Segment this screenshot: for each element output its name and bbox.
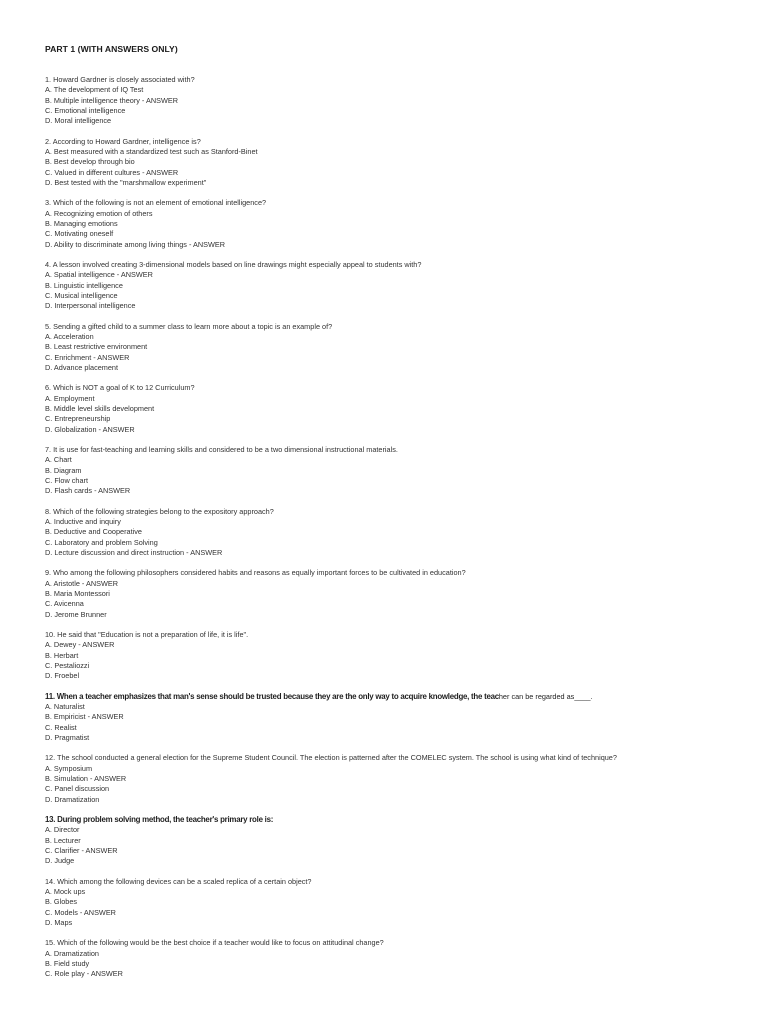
answer-option: A. Symposium (45, 763, 93, 773)
question-14 (45, 877, 745, 928)
answer-option: D. Lecture discussion and direct instruction - ANSWER (45, 547, 223, 557)
question-text: 3. Which of the following is not an element of emotional intelligence? (45, 198, 267, 208)
answer-option: B. Middle level skills development (45, 403, 155, 413)
answer-option: A. Naturalist (45, 702, 85, 712)
question-text: 8. Which of the following strategies belong to the expository approach? (45, 506, 274, 516)
answer-option: C. Avicenna (45, 599, 84, 609)
page-title: PART 1 (WITH ANSWERS ONLY) (45, 44, 178, 54)
answer-option: A. Spatial intelligence - ANSWER (45, 270, 153, 280)
answer-option: D. Jerome Brunner (45, 609, 107, 619)
answer-option: C. Flow chart (45, 475, 88, 485)
answer-option: C. Entrepreneurship (45, 414, 111, 424)
answer-option: B. Field study (45, 959, 90, 968)
answer-option: A. Best measured with a standardized test such as Stanford-Binet (45, 146, 258, 156)
question-11 (45, 692, 745, 743)
question-2 (45, 137, 745, 188)
answer-option: B. Managing emotions (45, 218, 118, 228)
answer-option: B. Empiricist - ANSWER (45, 712, 124, 722)
question-1 (45, 75, 745, 126)
question-text: 4. A lesson involved creating 3-dimensional models based on line drawings might especially appeal to students with? (45, 260, 422, 270)
question-text: 9. Who among the following philosophers considered habits and reasons as equally important forces to be cultivated in education? (45, 568, 466, 578)
question-15 (45, 938, 745, 979)
question-8 (45, 507, 745, 558)
answer-option: A. Aristotle - ANSWER (45, 578, 118, 588)
answer-option: C. Panel discussion (45, 784, 110, 794)
answer-option: A. Recognizing emotion of others (45, 208, 153, 218)
question-text: 13. During problem solving method, the teacher's primary role is: (45, 815, 274, 825)
question-text: 6. Which is NOT a goal of K to 12 Curriculum? (45, 383, 195, 393)
answer-option: D. Pragmatist (45, 732, 90, 742)
answer-option: D. Globalization - ANSWER (45, 424, 135, 434)
answer-option: B. Least restrictive environment (45, 342, 148, 352)
answer-option: C. Enrichment - ANSWER (45, 352, 130, 362)
answer-option: D. Interpersonal intelligence (45, 301, 136, 311)
answer-option: D. Dramatization (45, 794, 100, 804)
answer-option: C. Laboratory and problem Solving (45, 537, 158, 547)
answer-option: A. Chart (45, 455, 72, 465)
answer-option: A. Director (45, 825, 80, 835)
answer-option: B. Maria Montessori (45, 588, 110, 598)
answer-option: C. Valued in different cultures - ANSWER (45, 167, 179, 177)
answer-option: A. Dewey - ANSWER (45, 640, 115, 650)
question-6 (45, 383, 745, 434)
document-page (45, 44, 745, 990)
question-text: 2. According to Howard Gardner, intelligence is? (45, 136, 201, 146)
answer-option: B. Lecturer (45, 835, 81, 845)
question-text-main: 11. When a teacher emphasizes that man's sense should be trusted because they are the only way to acquire knowledge, the teac (45, 691, 499, 701)
question-3 (45, 198, 745, 249)
question-text: 7. It is use for fast-teaching and learning skills and considered to be a two dimensional instructional materials. (45, 445, 398, 455)
answer-option: D. Froebel (45, 671, 80, 681)
question-7 (45, 445, 745, 496)
answer-option: D. Maps (45, 917, 73, 927)
question-12 (45, 753, 745, 804)
answer-option: A. Employment (45, 393, 95, 403)
question-4 (45, 260, 745, 311)
answer-option: C. Realist (45, 722, 77, 732)
question-9 (45, 568, 745, 619)
answer-option: B. Multiple intelligence theory - ANSWER (45, 95, 179, 105)
answer-option: A. Acceleration (45, 331, 94, 341)
question-text: 12. The school conducted a general election for the Supreme Student Council. The election is patterned after the COMELEC system. The school is using what kind of technique? (45, 753, 617, 763)
answer-option: C. Clarifier - ANSWER (45, 845, 118, 855)
question-13 (45, 815, 745, 866)
answer-option: B. Linguistic intelligence (45, 280, 123, 290)
question-text: 15. Which of the following would be the best choice if a teacher would like to focus on attitudinal change? (45, 938, 384, 948)
question-text: 5. Sending a gifted child to a summer class to learn more about a topic is an example of? (45, 321, 333, 331)
answer-option: C. Pestaliozzi (45, 660, 90, 670)
question-text: 10. He said that "Education is not a preparation of life, it is life". (45, 630, 249, 640)
question-5 (45, 322, 745, 373)
question-text (45, 692, 745, 702)
answer-option: D. Advance placement (45, 362, 119, 372)
answer-option: A. Inductive and inquiry (45, 517, 121, 526)
question-text: 1. Howard Gardner is closely associated with? (45, 75, 195, 84)
answer-option: C. Emotional intelligence (45, 105, 126, 115)
answer-option: B. Globes (45, 897, 78, 907)
answer-option: D. Judge (45, 856, 75, 866)
answer-option: C. Musical intelligence (45, 290, 118, 300)
question-text: 14. Which among the following devices can be a scaled replica of a certain object? (45, 876, 312, 886)
answer-option: D. Moral intelligence (45, 116, 112, 126)
answer-option: A. Mock ups (45, 887, 86, 897)
question-10 (45, 630, 745, 681)
answer-option: B. Deductive and Cooperative (45, 527, 142, 537)
answer-option: A. The development of IQ Test (45, 85, 144, 95)
question-text-tail: her can be regarded as____. (498, 691, 593, 701)
answer-option: D. Ability to discriminate among living things - ANSWER (45, 239, 226, 249)
answer-option: D. Best tested with the "marshmallow experiment" (45, 177, 207, 187)
answer-option: A. Dramatization (45, 948, 99, 958)
answer-option: B. Simulation - ANSWER (45, 773, 127, 783)
answer-option: B. Herbart (45, 650, 79, 660)
answer-option: B. Diagram (45, 465, 82, 475)
answer-option: C. Motivating oneself (45, 229, 114, 239)
answer-option: C. Models - ANSWER (45, 907, 116, 917)
answer-option: C. Role play - ANSWER (45, 969, 123, 979)
answer-option: B. Best develop through bio (45, 157, 135, 167)
answer-option: D. Flash cards - ANSWER (45, 486, 131, 496)
